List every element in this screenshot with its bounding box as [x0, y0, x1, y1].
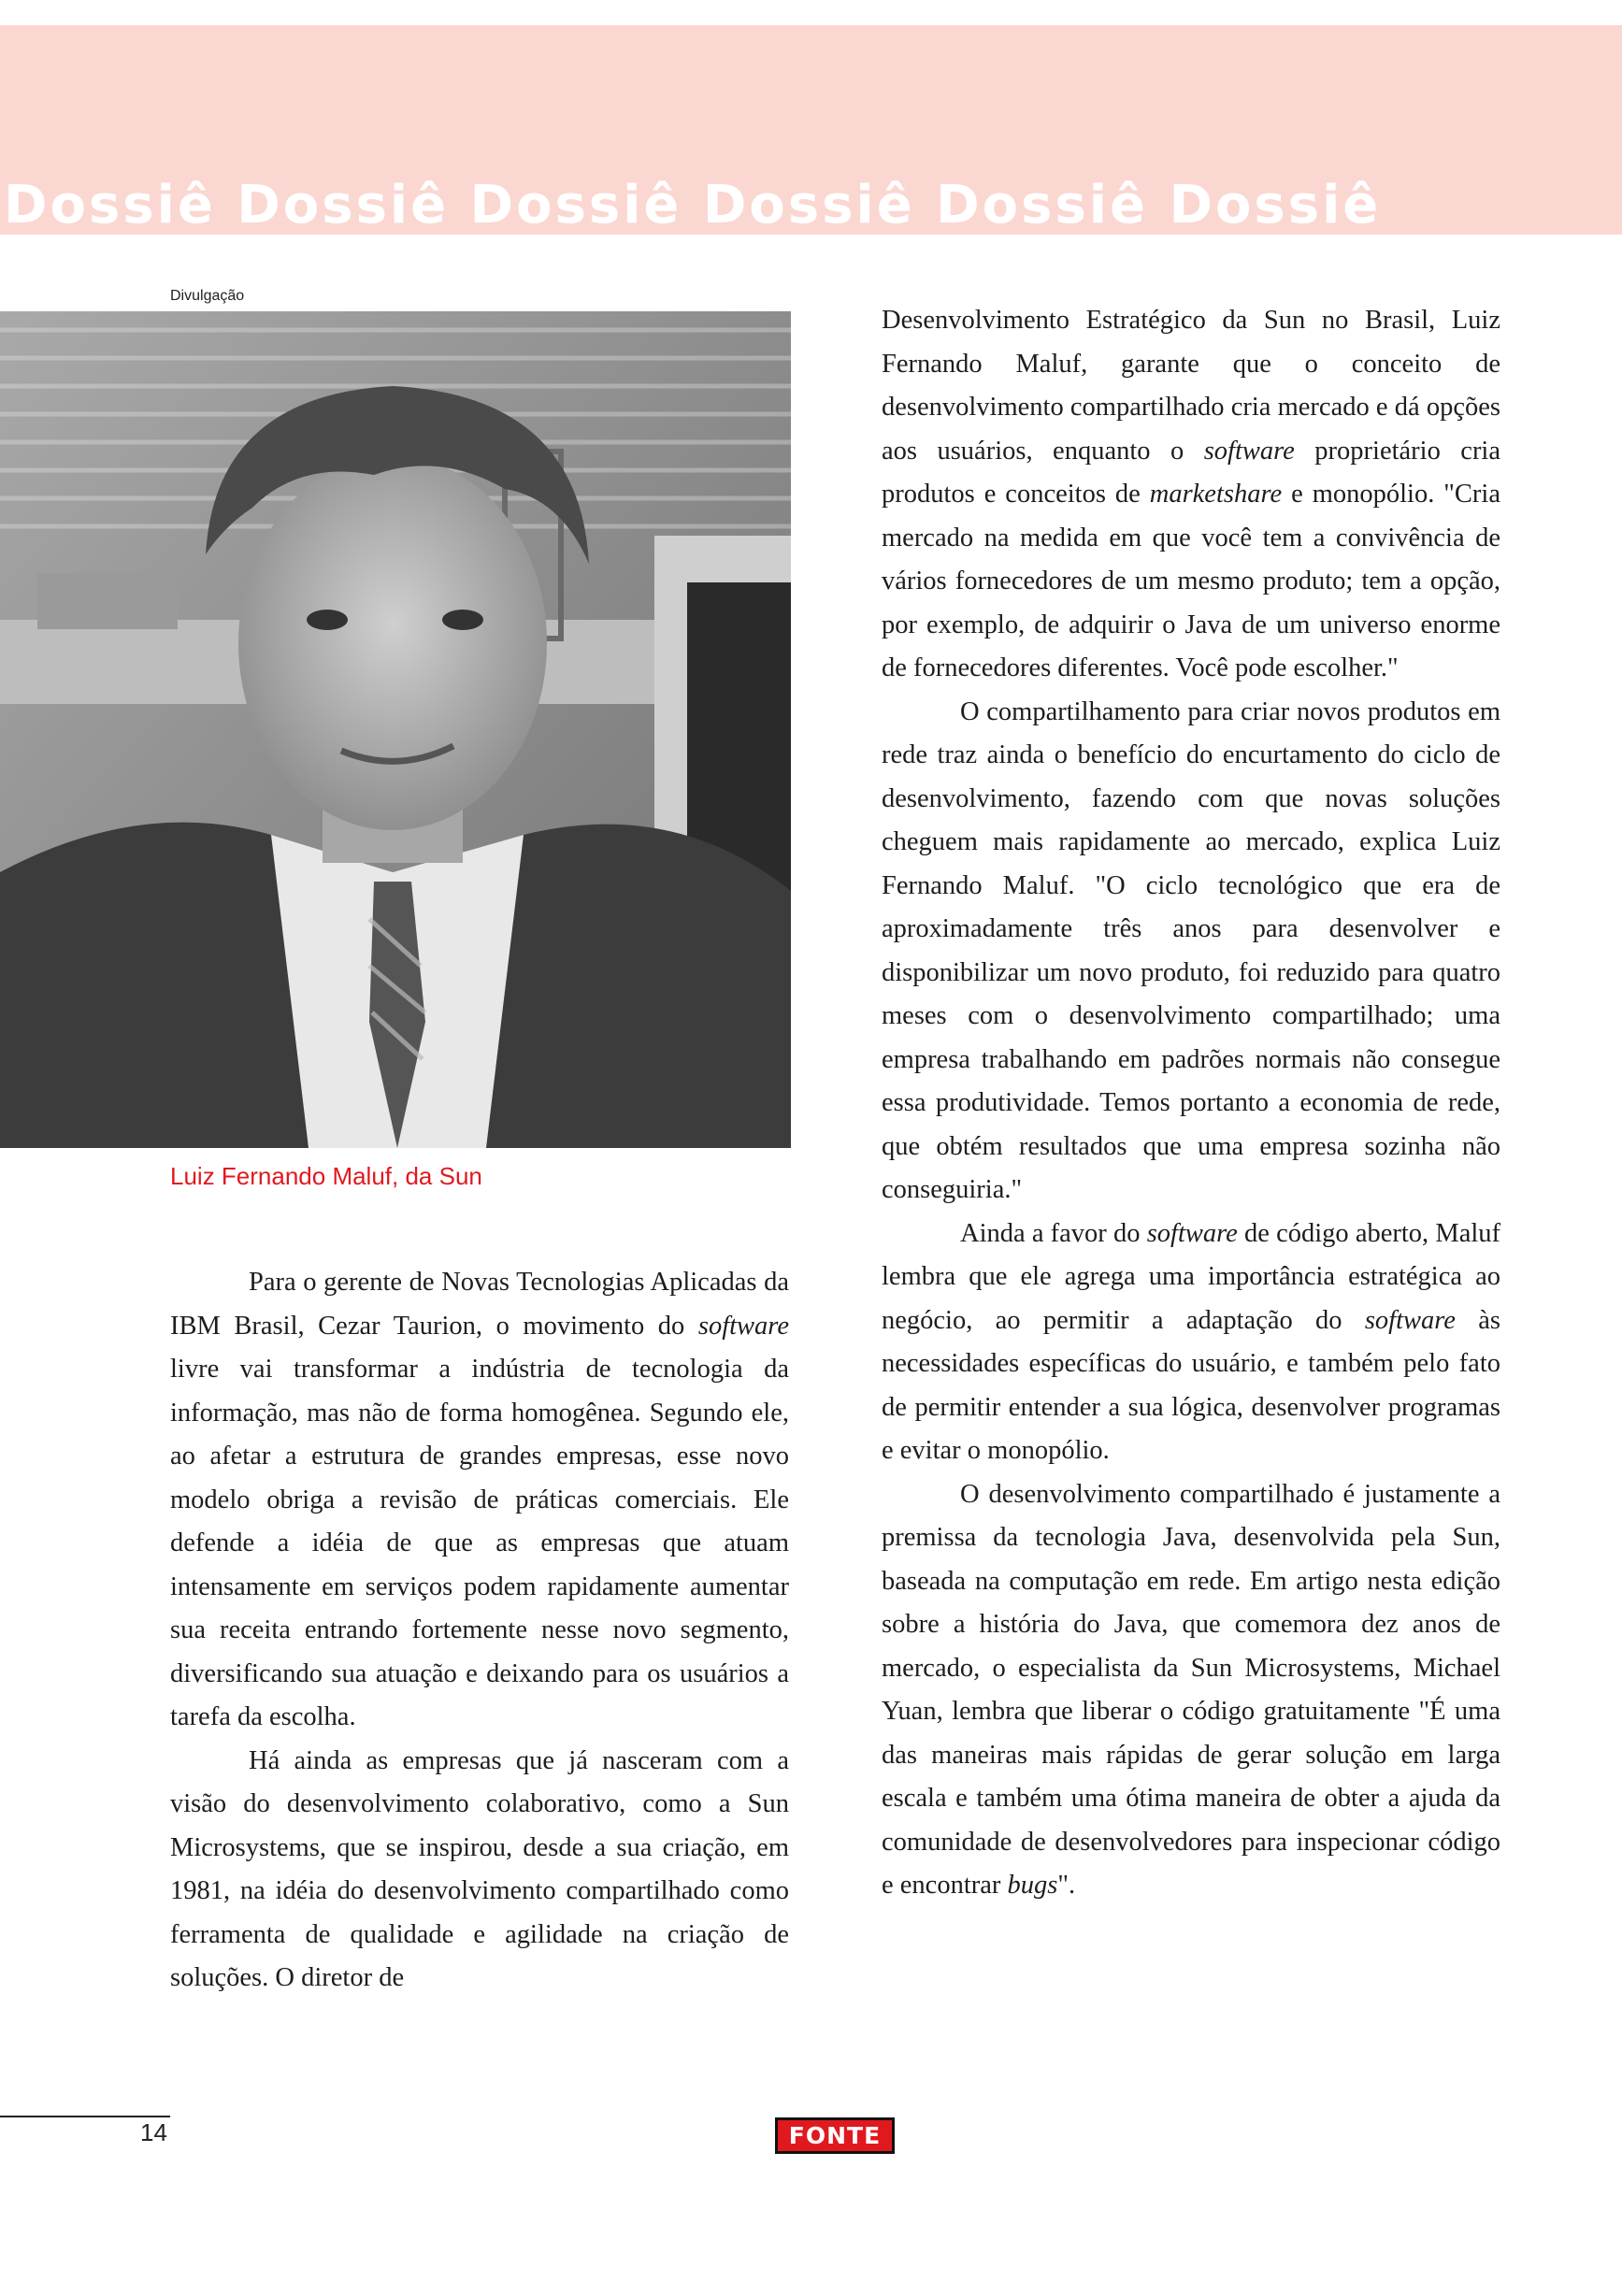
italic-term: software — [1146, 1218, 1238, 1248]
italic-term: software — [1203, 436, 1295, 466]
article-right-column — [882, 299, 1500, 1908]
fonte-logo — [775, 2117, 895, 2154]
header-banner — [0, 25, 1622, 235]
logo-text: FONTE — [778, 2120, 892, 2151]
footer-rule — [0, 2116, 170, 2117]
text-span: e monopólio. "Cria mercado na medida em que você tem a convivência de vários fornecedores de um mesmo produto; tem a opção, por exemplo, de adquirir o Java de um universo enorme de fornecedores diferentes. Você pode escolher." — [882, 480, 1500, 682]
text-span: O desenvolvimento compartilhado é justamente a premissa da tecnologia Java, desenvolvida pela Sun, baseada na computação em rede. Em artigo nesta edição sobre a história do Java, que comemora dez anos de mercado, o especialista da Sun Microsystems, Michael Yuan, lembra que liberar o código gratuitamente "É uma das maneiras mais rápidas de gerar solução em larga escala e também uma ótima maneira de obter a ajuda da comunidade de desenvolvedores para inspecionar código e encontrar — [882, 1479, 1500, 1900]
portrait-photo — [0, 311, 791, 1148]
italic-term: software — [697, 1311, 789, 1341]
photo-credit: Divulgação — [170, 288, 245, 304]
text-span: proprietário cria produtos e conceitos de — [882, 436, 1500, 509]
text-span: de código aberto, Maluf lembra que ele agrega uma importância estratégica ao negócio, ao permitir a adaptação do — [882, 1218, 1501, 1335]
italic-term: marketshare — [1149, 480, 1283, 509]
italic-term: bugs — [1007, 1871, 1058, 1900]
text-span: Desenvolvimento Estratégico da Sun no Brasil, Luiz Fernando Maluf, garante que o conceito de desenvolvimento compartilhado cria mercado e dá opções aos usuários, enquanto o — [882, 306, 1500, 466]
banner-text: Dossiê Dossiê Dossiê Dossiê Dossiê Dossiê — [4, 175, 1382, 236]
right-paragraph-4 — [882, 1473, 1500, 1908]
italic-term: software — [1364, 1305, 1456, 1335]
right-paragraph-2: O compartilhamento para criar novos produtos em rede traz ainda o benefício do encurtamento do ciclo de desenvolvimento, fazendo com que novas soluções cheguem mais rapidamente ao mercado, explica Luiz Fernando Maluf. "O ciclo tecnológico que era de aproximadamente três anos para desenvolver e disponibilizar um novo produto, foi reduzido para quatro meses com o desenvolvimento compartilhado; uma empresa trabalhando em padrões normais não consegue essa produtividade. Temos portanto a economia de rede, que obtém resultados que uma empresa sozinha não conseguiria." — [882, 696, 1500, 1204]
text-span: Para o gerente de Novas Tecnologias Aplicadas da IBM Brasil, Cezar Taurion, o movimento do — [170, 1268, 789, 1341]
right-paragraph-3 — [882, 1213, 1500, 1473]
text-span: livre vai transformar a indústria de tecnologia da informação, mas não de forma homogênea. Segundo ele, ao afetar a estrutura de grandes empresas, esse novo modelo obriga a revisão de práticas comerciais. Ele defende a idéia de que as empresas que atuam intensamente em serviços podem rapidamente aumentar sua receita entrando fortemente nesse novo segmento, diversificando sua atuação e deixando para os usuários a tarefa da escolha. — [170, 1355, 789, 1731]
article-left-column — [170, 1261, 789, 2001]
photo-caption: Luiz Fernando Maluf, da Sun — [170, 1162, 482, 1190]
left-paragraph-2: Há ainda as empresas que já nasceram com a visão do desenvolvimento colaborativo, como a Sun Microsystems, que se inspirou, desde a sua criação, em 1981, na idéia do desenvolvimento compartilhado como ferramenta de qualidade e agilidade na criação de soluções. O diretor de — [170, 1745, 789, 1992]
page-number: 14 — [140, 2118, 167, 2146]
text-span: ". — [1057, 1871, 1076, 1900]
text-span: às necessidades específicas do usuário, e também pelo fato de permitir entender a sua lógica, desenvolver programas e evitar o monopólio. — [882, 1305, 1500, 1465]
right-paragraph-1 — [882, 299, 1500, 691]
left-paragraph-1 — [170, 1261, 789, 1740]
text-span: Ainda a favor do — [960, 1218, 1147, 1248]
